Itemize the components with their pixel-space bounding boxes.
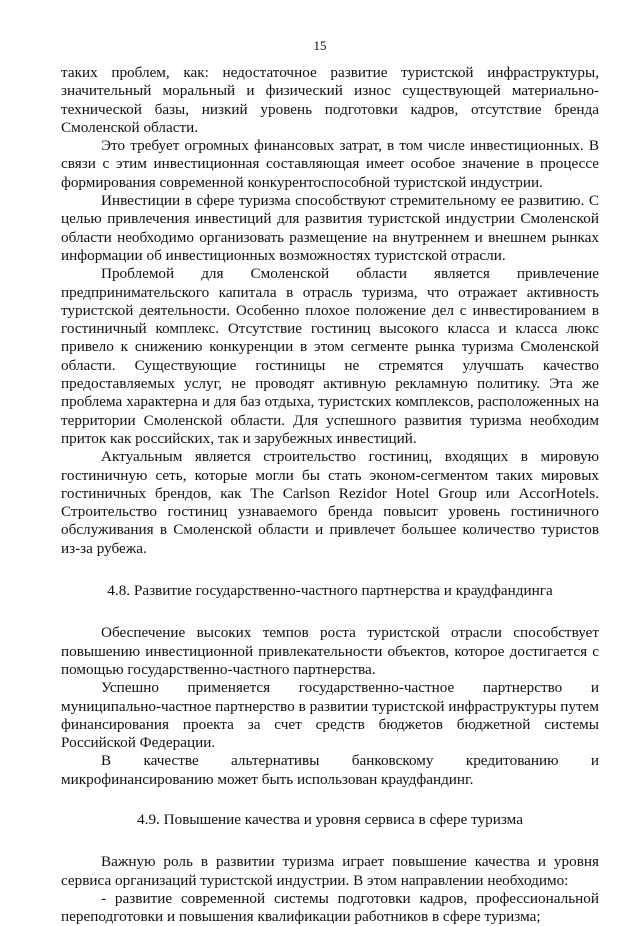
paragraph: Актуальным является строительство гостиниц, входящих в мировую гостиничную сеть, которые могли бы стать эконом-сегментом таких мировых гостиничных брендов, как The Carlson Rezidor Hotel Group или AccorHotels. Строительство гостиниц узнаваемого бренда повысит уровень гостиничного обслуживания в Смоленской области и привлечет большее количество туристов из-за рубежа.	[61, 448, 599, 557]
paragraph: Важную роль в развитии туризма играет повышение качества и уровня сервиса организаций туристской индустрии. В этом направлении необходимо:	[61, 853, 599, 889]
paragraph: Это требует огромных финансовых затрат, в том числе инвестиционных. В связи с этим инвестиционная составляющая имеет особое значение в процессе формирования современной конкурентоспособной туристской индустрии.	[61, 137, 599, 191]
page-number: 15	[313, 38, 327, 53]
paragraph: Инвестиции в сфере туризма способствуют стремительному ее развитию. С целью привлечения инвестиций для развития туристской индустрии Смоленской области необходимо организовать размещение на внутреннем и внешнем рынках информации об инвестиционных возможностях туристской отрасли.	[61, 192, 599, 264]
page-content	[61, 64, 599, 926]
paragraph-continued: таких проблем, как: недостаточное развитие туристской инфраструктуры, значительный моральный и физический износ существующей материально-технической базы, низкий уровень подготовки кадров, отсутствие бренда Смоленской области.	[61, 64, 599, 136]
paragraph: Обеспечение высоких темпов роста туристской отрасли способствует повышению инвестиционной привлекательности объектов, которое достигается с помощью государственно-частного партнерства.	[61, 624, 599, 678]
section-heading-4-9: 4.9. Повышение качества и уровня сервиса в сфере туризма	[137, 810, 523, 828]
section-heading-4-8: 4.8. Развитие государственно-частного партнерства и краудфандинга	[107, 582, 553, 600]
list-item: - развитие современной системы подготовки кадров, профессиональной переподготовки и повышения квалификации работников в сфере туризма;	[61, 889, 599, 926]
paragraph: В качестве альтернативы банковскому кредитованию и микрофинансированию может быть использован краудфандинг.	[61, 752, 599, 788]
paragraph: Успешно применяется государственно-частное партнерство и муниципально-частное партнерство в развитии туристской инфраструктуры путем финансирования проекта за счет средств бюджетов бюджетной системы Российской Федерации.	[61, 679, 599, 752]
paragraph: Проблемой для Смоленской области является привлечение предпринимательского капитала в отрасль туризма, что отражает активность туристской деятельности. Особенно плохое положение дел с инвестированием в гостиничный комплекс. Отсутствие гостиниц высокого класса и класса люкс привело к снижению конкуренции в этом сегменте рынка туризма Смоленской области. Существующие гостиницы не стремятся улучшать качество предоставляемых услуг, не проводят активную рекламную политику. Эта же проблема характерна и для баз отдыха, туристских комплексов, расположенных на территории Смоленской области. Для успешного развития туризма необходим приток как российских, так и зарубежных инвестиций.	[61, 265, 599, 447]
